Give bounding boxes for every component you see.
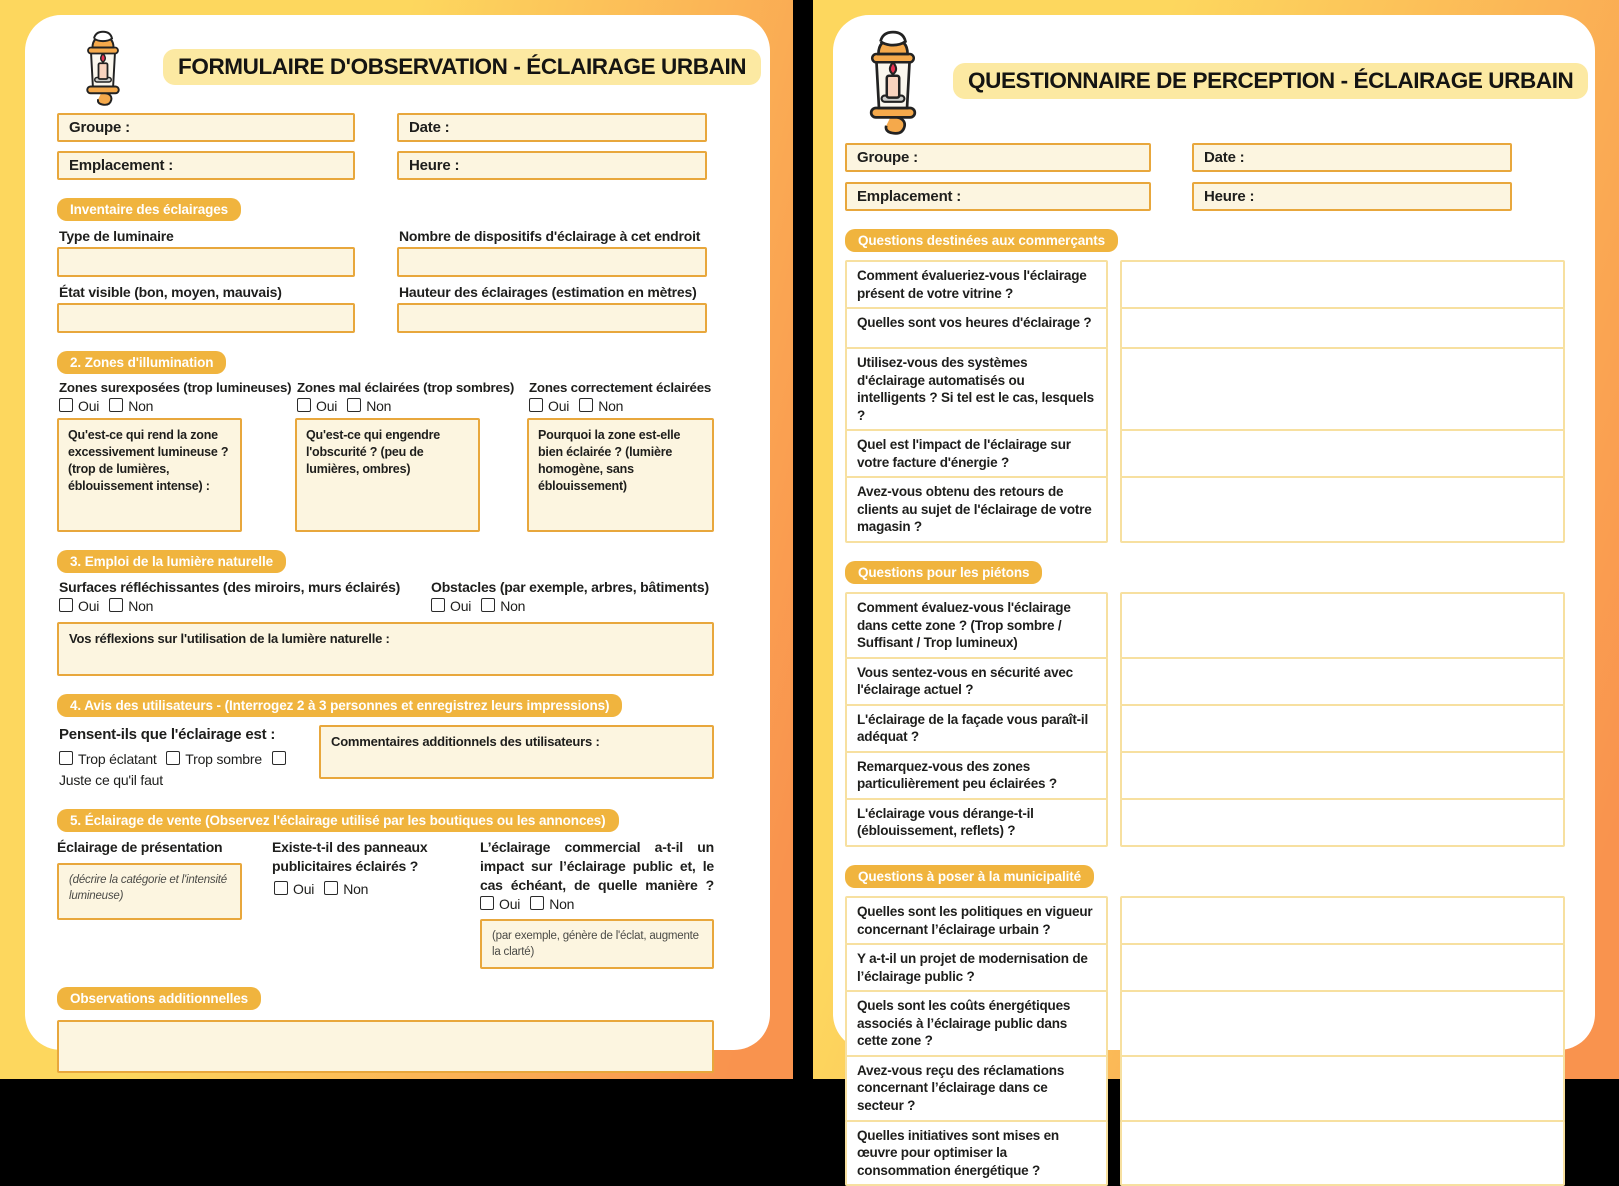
- field-label: Nombre de dispositifs d'éclairage à cet endroit: [399, 228, 707, 244]
- field-label: État visible (bon, moyen, mauvais): [59, 284, 355, 300]
- right-canvas: [813, 0, 1619, 1079]
- date-field[interactable]: Date :: [397, 113, 707, 142]
- zone-header: Zones correctement éclairées: [529, 380, 714, 395]
- date-field[interactable]: Date :: [1192, 143, 1512, 172]
- zone-surexposee-box[interactable]: Qu'est-ce qui rend la zone excessivement lumineuse ? (trop de lumières, éblouissement intense) :: [57, 418, 242, 532]
- question-row: [845, 657, 1565, 706]
- reflexions-box[interactable]: Vos réflexions sur l'utilisation de la lumière naturelle :: [57, 622, 714, 676]
- oui-label: Oui: [78, 398, 99, 414]
- heure-field[interactable]: Heure :: [1192, 182, 1512, 211]
- answer-cell[interactable]: [1120, 798, 1565, 847]
- answer-cell[interactable]: [1120, 476, 1565, 543]
- inventory-grid: [57, 221, 714, 333]
- question-row: [845, 943, 1565, 992]
- answer-cell[interactable]: [1120, 751, 1565, 800]
- section-badge-pietons: Questions pour les piétons: [845, 561, 1042, 584]
- zones-grid: [57, 380, 714, 532]
- question-cell: Quel est l'impact de l'éclairage sur votre facture d'énergie ?: [845, 429, 1108, 478]
- question-cell: Utilisez-vous des systèmes d'éclairage automatisés ou intelligents ? Si tel est le cas, lesquels ?: [845, 347, 1108, 431]
- non-label: Non: [549, 896, 574, 912]
- checkbox-oui[interactable]: [274, 881, 288, 895]
- checkbox-trop-eclatant[interactable]: [59, 751, 73, 765]
- answer-cell[interactable]: [1120, 592, 1565, 659]
- groupe-field[interactable]: Groupe :: [845, 143, 1151, 172]
- question-row: [845, 429, 1565, 478]
- right-meta-fields: [845, 143, 1565, 211]
- oui-label: Oui: [450, 598, 471, 614]
- question-cell: Avez-vous obtenu des retours de clients au sujet de l'éclairage de votre magasin ?: [845, 476, 1108, 543]
- page-title: QUESTIONNAIRE DE PERCEPTION - ÉCLAIRAGE URBAIN: [953, 63, 1588, 99]
- nombre-dispositifs-input[interactable]: [397, 247, 707, 277]
- checkbox-non[interactable]: [347, 398, 361, 412]
- checkbox-non[interactable]: [530, 896, 544, 910]
- lantern-icon: [79, 28, 127, 106]
- users-question: Pensent-ils que l'éclairage est :: [59, 725, 309, 745]
- right-header: [859, 27, 1565, 135]
- checkbox-oui[interactable]: [59, 398, 73, 412]
- page-divider: [793, 0, 813, 1079]
- non-label: Non: [366, 398, 391, 414]
- non-label: Non: [128, 398, 153, 414]
- question-row: [845, 592, 1565, 659]
- section-badge-municipalite: Questions à poser à la municipalité: [845, 865, 1094, 888]
- section-badge-avis: 4. Avis des utilisateurs - (Interrogez 2 à 3 personnes et enregistrez leurs impressions): [57, 694, 622, 717]
- answer-cell[interactable]: [1120, 1120, 1565, 1186]
- answer-cell[interactable]: [1120, 657, 1565, 706]
- commercants-table: [845, 260, 1565, 543]
- type-luminaire-input[interactable]: [57, 247, 355, 277]
- question-cell: Avez-vous reçu des réclamations concernant l’éclairage dans ce secteur ?: [845, 1055, 1108, 1122]
- zone-correcte-box[interactable]: Pourquoi la zone est-elle bien éclairée ? (lumière homogène, sans éblouissement): [527, 418, 714, 532]
- checkbox-juste-ce-quil-faut[interactable]: [272, 751, 286, 765]
- section-badge-eclairage-vente: 5. Éclairage de vente (Observez l'éclairage utilisé par les boutiques ou les annonces): [57, 809, 619, 832]
- natural-light-grid: [57, 579, 714, 618]
- oui-non-group: [59, 398, 295, 414]
- oui-label: Oui: [499, 896, 520, 912]
- checkbox-non[interactable]: [109, 598, 123, 612]
- checkbox-oui[interactable]: [297, 398, 311, 412]
- question-cell: Comment évaluez-vous l'éclairage dans cette zone ? (Trop sombre / Suffisant / Trop lumineux): [845, 592, 1108, 659]
- question-cell: L'éclairage vous dérange-t-il (éblouissement, reflets) ?: [845, 798, 1108, 847]
- option-label: Trop éclatant: [78, 751, 157, 767]
- emplacement-field[interactable]: Emplacement :: [57, 151, 355, 180]
- answer-cell[interactable]: [1120, 307, 1565, 349]
- non-label: Non: [598, 398, 623, 414]
- non-label: Non: [343, 881, 368, 897]
- checkbox-non[interactable]: [324, 881, 338, 895]
- section-badge-lumiere-naturelle: 3. Emploi de la lumière naturelle: [57, 550, 286, 573]
- question-row: [845, 798, 1565, 847]
- question-cell: Comment évalueriez-vous l'éclairage présent de votre vitrine ?: [845, 260, 1108, 309]
- section-badge-observations: Observations additionnelles: [57, 987, 261, 1010]
- checkbox-trop-sombre[interactable]: [166, 751, 180, 765]
- oui-non-group: [297, 398, 527, 414]
- zone-mal-eclairee-box[interactable]: Qu'est-ce qui engendre l'obscurité ? (peu de lumières, ombres): [295, 418, 480, 532]
- users-options: [59, 749, 309, 791]
- panneaux-header: Existe-t-il des panneaux publicitaires éclairés ?: [272, 838, 450, 876]
- answer-cell[interactable]: [1120, 943, 1565, 992]
- question-cell: Y a-t-il un projet de modernisation de l’éclairage public ?: [845, 943, 1108, 992]
- presentation-header: Éclairage de présentation: [57, 838, 242, 857]
- answer-cell[interactable]: [1120, 1055, 1565, 1122]
- users-grid: [57, 725, 714, 791]
- answer-cell[interactable]: [1120, 260, 1565, 309]
- observations-box[interactable]: [57, 1020, 714, 1073]
- oui-label: Oui: [548, 398, 569, 414]
- question-row: [845, 307, 1565, 349]
- oui-label: Oui: [293, 881, 314, 897]
- left-canvas: [0, 0, 793, 1079]
- observation-form-page: [25, 15, 770, 1050]
- non-label: Non: [500, 598, 525, 614]
- oui-label: Oui: [316, 398, 337, 414]
- perception-questionnaire-page: [833, 15, 1595, 1050]
- checkbox-oui[interactable]: [480, 896, 494, 910]
- lantern-icon: [859, 28, 927, 134]
- surfaces-header: Surfaces réfléchissantes (des miroirs, murs éclairés): [59, 579, 429, 595]
- zone-header: Zones surexposées (trop lumineuses): [59, 380, 295, 395]
- question-cell: Quels sont les coûts énergétiques associés à l’éclairage public dans cette zone ?: [845, 990, 1108, 1057]
- pietons-table: [845, 592, 1565, 847]
- question-row: [845, 704, 1565, 753]
- question-cell: Quelles sont les politiques en vigueur concernant l’éclairage urbain ?: [845, 896, 1108, 945]
- presentation-box[interactable]: (décrire la catégorie et l'intensité lumineuse): [57, 863, 242, 920]
- checkbox-non[interactable]: [579, 398, 593, 412]
- question-row: [845, 1055, 1565, 1122]
- hauteur-eclairages-input[interactable]: [397, 303, 707, 333]
- section-badge-zones: 2. Zones d'illumination: [57, 351, 226, 374]
- checkbox-oui[interactable]: [431, 598, 445, 612]
- retail-grid: [57, 838, 714, 969]
- question-row: [845, 751, 1565, 800]
- checkbox-non[interactable]: [481, 598, 495, 612]
- field-label: Hauteur des éclairages (estimation en mètres): [399, 284, 707, 300]
- question-row: [845, 990, 1565, 1057]
- impact-box[interactable]: (par exemple, génère de l'éclat, augmente la clarté): [480, 919, 714, 969]
- non-label: Non: [128, 598, 153, 614]
- section-badge-commercants: Questions destinées aux commerçants: [845, 229, 1118, 252]
- zone-header: Zones mal éclairées (trop sombres): [297, 380, 527, 395]
- oui-label: Oui: [78, 598, 99, 614]
- impact-header: [480, 838, 714, 914]
- page-title: FORMULAIRE D'OBSERVATION - ÉCLAIRAGE URBAIN: [163, 49, 761, 85]
- question-row: [845, 260, 1565, 309]
- answer-cell[interactable]: [1120, 896, 1565, 945]
- section-badge-inventaire: Inventaire des éclairages: [57, 198, 241, 221]
- answer-cell[interactable]: [1120, 990, 1565, 1057]
- question-cell: Remarquez-vous des zones particulièrement peu éclairées ?: [845, 751, 1108, 800]
- left-meta-fields: [57, 113, 714, 180]
- question-row: [845, 1120, 1565, 1186]
- etat-visible-input[interactable]: [57, 303, 355, 333]
- oui-non-group: [59, 598, 429, 614]
- question-cell: Quelles sont vos heures d'éclairage ?: [845, 307, 1108, 349]
- question-row: [845, 476, 1565, 543]
- checkbox-oui[interactable]: [59, 598, 73, 612]
- checkbox-oui[interactable]: [529, 398, 543, 412]
- question-cell: Quelles initiatives sont mises en œuvre pour optimiser la consommation énergétique ?: [845, 1120, 1108, 1186]
- groupe-field[interactable]: Groupe :: [57, 113, 355, 142]
- oui-non-group: [529, 398, 714, 414]
- checkbox-non[interactable]: [109, 398, 123, 412]
- field-label: Type de luminaire: [59, 228, 355, 244]
- obstacles-header: Obstacles (par exemple, arbres, bâtiments): [431, 579, 714, 595]
- question-cell: L'éclairage de la façade vous paraît-il adéquat ?: [845, 704, 1108, 753]
- oui-non-group: [274, 881, 450, 897]
- question-row: [845, 896, 1565, 945]
- oui-non-group: [431, 598, 714, 614]
- heure-field[interactable]: Heure :: [397, 151, 707, 180]
- option-label: Trop sombre: [185, 751, 262, 767]
- municipalite-table: [845, 896, 1565, 1186]
- answer-cell[interactable]: [1120, 429, 1565, 478]
- emplacement-field[interactable]: Emplacement :: [845, 182, 1151, 211]
- answer-cell[interactable]: [1120, 704, 1565, 753]
- left-header: [79, 27, 714, 107]
- commentaires-box[interactable]: Commentaires additionnels des utilisateurs :: [319, 725, 714, 779]
- impact-header-text: L’éclairage commercial a-t-il un impact sur l’éclairage public et, le cas échéant, de quelle manière ?: [480, 839, 714, 893]
- question-cell: Vous sentez-vous en sécurité avec l'éclairage actuel ?: [845, 657, 1108, 706]
- question-row: [845, 347, 1565, 431]
- option-label: Juste ce qu'il faut: [59, 772, 163, 788]
- answer-cell[interactable]: [1120, 347, 1565, 431]
